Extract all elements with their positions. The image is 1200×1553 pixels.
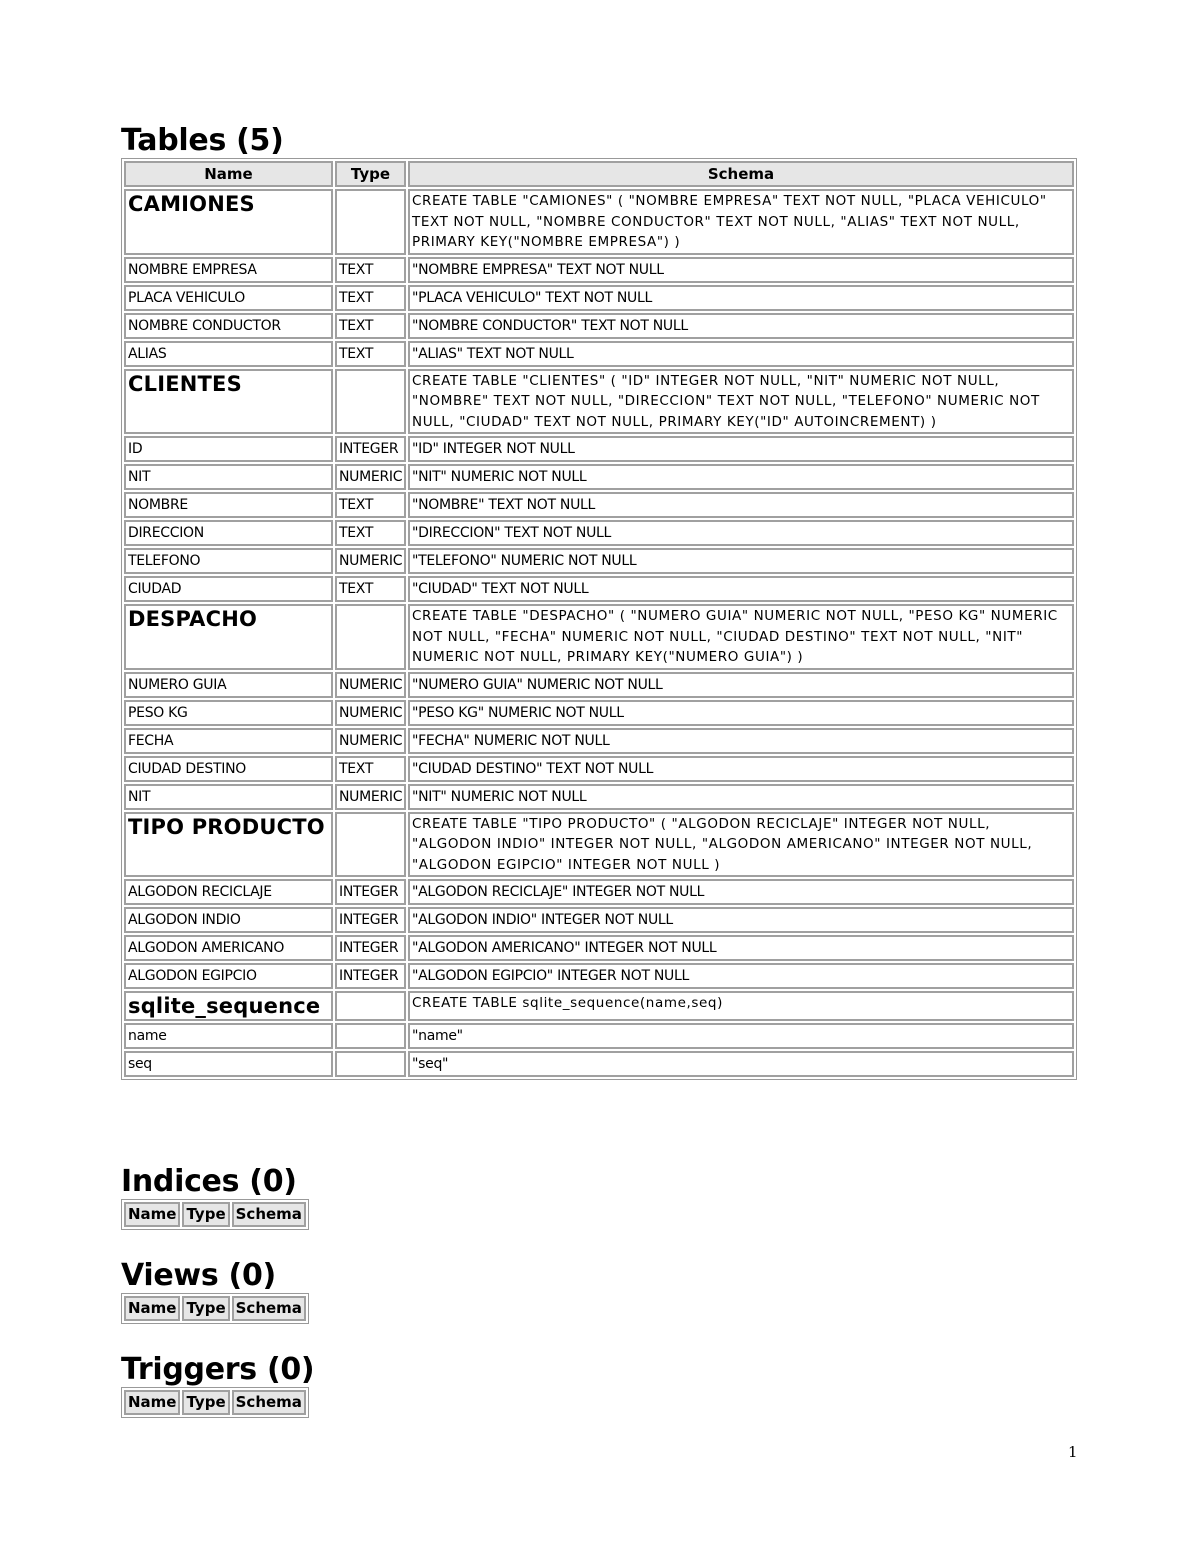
column-type: TEXT xyxy=(335,756,406,782)
table-name: TIPO PRODUCTO xyxy=(124,812,333,878)
table-type-cell xyxy=(335,812,406,878)
column-schema: "FECHA" NUMERIC NOT NULL xyxy=(408,728,1074,754)
column-row xyxy=(124,492,1074,518)
column-name: PLACA VEHICULO xyxy=(124,285,333,311)
column-name: DIRECCION xyxy=(124,520,333,546)
views-header-schema: Schema xyxy=(232,1296,306,1321)
triggers-header-name: Name xyxy=(124,1390,180,1415)
column-type: TEXT xyxy=(335,285,406,311)
table-row xyxy=(124,604,1074,670)
table-row xyxy=(124,189,1074,255)
indices-header-type: Type xyxy=(182,1202,229,1227)
column-row xyxy=(124,464,1074,490)
column-schema: "PLACA VEHICULO" TEXT NOT NULL xyxy=(408,285,1074,311)
indices-header-row xyxy=(124,1202,306,1227)
column-type: INTEGER xyxy=(335,879,406,905)
column-name: NIT xyxy=(124,464,333,490)
views-header-row xyxy=(124,1296,306,1321)
column-name: ALGODON AMERICANO xyxy=(124,935,333,961)
column-schema: "NOMBRE CONDUCTOR" TEXT NOT NULL xyxy=(408,313,1074,339)
triggers-header-row xyxy=(124,1390,306,1415)
indices-table xyxy=(121,1199,309,1230)
column-name: ALGODON RECICLAJE xyxy=(124,879,333,905)
column-schema: "TELEFONO" NUMERIC NOT NULL xyxy=(408,548,1074,574)
column-name: ID xyxy=(124,436,333,462)
triggers-table xyxy=(121,1387,309,1418)
table-schema: CREATE TABLE sqlite_sequence(name,seq) xyxy=(408,991,1074,1021)
column-row xyxy=(124,285,1074,311)
indices-heading: Indices (0) xyxy=(121,1164,297,1199)
column-schema: "NOMBRE EMPRESA" TEXT NOT NULL xyxy=(408,257,1074,283)
table-name: DESPACHO xyxy=(124,604,333,670)
column-name: ALGODON EGIPCIO xyxy=(124,963,333,989)
column-name: ALIAS xyxy=(124,341,333,367)
column-name: NIT xyxy=(124,784,333,810)
column-type: NUMERIC xyxy=(335,728,406,754)
column-row xyxy=(124,672,1074,698)
table-type-cell xyxy=(335,991,406,1021)
column-type: NUMERIC xyxy=(335,672,406,698)
column-schema: "ID" INTEGER NOT NULL xyxy=(408,436,1074,462)
tables-table xyxy=(121,158,1077,1080)
column-schema: "DIRECCION" TEXT NOT NULL xyxy=(408,520,1074,546)
column-name: name xyxy=(124,1023,333,1049)
header-type: Type xyxy=(335,161,406,187)
table-row xyxy=(124,812,1074,878)
column-schema: "name" xyxy=(408,1023,1074,1049)
column-type: TEXT xyxy=(335,492,406,518)
column-name: FECHA xyxy=(124,728,333,754)
column-row xyxy=(124,436,1074,462)
table-name: sqlite_sequence xyxy=(124,991,333,1021)
column-type: NUMERIC xyxy=(335,784,406,810)
views-header-name: Name xyxy=(124,1296,180,1321)
table-type-cell xyxy=(335,604,406,670)
column-schema: "ALGODON AMERICANO" INTEGER NOT NULL xyxy=(408,935,1074,961)
column-schema: "NIT" NUMERIC NOT NULL xyxy=(408,464,1074,490)
indices-header-schema: Schema xyxy=(232,1202,306,1227)
column-name: seq xyxy=(124,1051,333,1077)
column-name: CIUDAD DESTINO xyxy=(124,756,333,782)
table-name: CAMIONES xyxy=(124,189,333,255)
table-row xyxy=(124,369,1074,435)
column-name: TELEFONO xyxy=(124,548,333,574)
column-type xyxy=(335,1023,406,1049)
views-header-type: Type xyxy=(182,1296,229,1321)
page-number: 1 xyxy=(1068,1443,1078,1461)
column-type: INTEGER xyxy=(335,963,406,989)
table-schema: CREATE TABLE "TIPO PRODUCTO" ( "ALGODON RECICLAJE" INTEGER NOT NULL, "ALGODON INDIO" INTEGER NOT NULL, "ALGODON AMERICANO" INTEGER NOT NULL, "ALGODON EGIPCIO" INTEGER NOT NULL ) xyxy=(408,812,1074,878)
column-schema: "seq" xyxy=(408,1051,1074,1077)
column-name: CIUDAD xyxy=(124,576,333,602)
column-schema: "ALGODON RECICLAJE" INTEGER NOT NULL xyxy=(408,879,1074,905)
column-type: INTEGER xyxy=(335,935,406,961)
column-schema: "CIUDAD DESTINO" TEXT NOT NULL xyxy=(408,756,1074,782)
column-name: PESO KG xyxy=(124,700,333,726)
table-schema: CREATE TABLE "CAMIONES" ( "NOMBRE EMPRESA" TEXT NOT NULL, "PLACA VEHICULO" TEXT NOT NULL, "NOMBRE CONDUCTOR" TEXT NOT NULL, "ALIAS" TEXT NOT NULL, PRIMARY KEY("NOMBRE EMPRESA") ) xyxy=(408,189,1074,255)
column-row xyxy=(124,935,1074,961)
column-schema: "NIT" NUMERIC NOT NULL xyxy=(408,784,1074,810)
table-schema: CREATE TABLE "CLIENTES" ( "ID" INTEGER NOT NULL, "NIT" NUMERIC NOT NULL, "NOMBRE" TEXT NOT NULL, "DIRECCION" TEXT NOT NULL, "TELEFONO" NUMERIC NOT NULL, "CIUDAD" TEXT NOT NULL, PRIMARY KEY("ID" AUTOINCREMENT) ) xyxy=(408,369,1074,435)
column-schema: "ALGODON INDIO" INTEGER NOT NULL xyxy=(408,907,1074,933)
column-type: TEXT xyxy=(335,257,406,283)
column-type: NUMERIC xyxy=(335,700,406,726)
column-schema: "ALGODON EGIPCIO" INTEGER NOT NULL xyxy=(408,963,1074,989)
column-row xyxy=(124,879,1074,905)
column-row xyxy=(124,700,1074,726)
column-name: NOMBRE xyxy=(124,492,333,518)
column-name: ALGODON INDIO xyxy=(124,907,333,933)
column-type: NUMERIC xyxy=(335,464,406,490)
triggers-heading: Triggers (0) xyxy=(121,1352,315,1387)
table-type-cell xyxy=(335,189,406,255)
column-row xyxy=(124,520,1074,546)
header-schema: Schema xyxy=(408,161,1074,187)
table-schema: CREATE TABLE "DESPACHO" ( "NUMERO GUIA" NUMERIC NOT NULL, "PESO KG" NUMERIC NOT NULL, "FECHA" NUMERIC NOT NULL, "CIUDAD DESTINO" TEXT NOT NULL, "NIT" NUMERIC NOT NULL, PRIMARY KEY("NUMERO GUIA") ) xyxy=(408,604,1074,670)
column-type: INTEGER xyxy=(335,907,406,933)
column-type: TEXT xyxy=(335,576,406,602)
column-type: TEXT xyxy=(335,520,406,546)
tables-header-row xyxy=(124,161,1074,187)
column-type: INTEGER xyxy=(335,436,406,462)
column-schema: "NOMBRE" TEXT NOT NULL xyxy=(408,492,1074,518)
column-type xyxy=(335,1051,406,1077)
column-schema: "CIUDAD" TEXT NOT NULL xyxy=(408,576,1074,602)
column-row xyxy=(124,1023,1074,1049)
column-row xyxy=(124,907,1074,933)
table-row xyxy=(124,991,1074,1021)
header-name: Name xyxy=(124,161,333,187)
column-row xyxy=(124,756,1074,782)
column-row xyxy=(124,257,1074,283)
triggers-header-schema: Schema xyxy=(232,1390,306,1415)
views-table xyxy=(121,1293,309,1324)
column-schema: "NUMERO GUIA" NUMERIC NOT NULL xyxy=(408,672,1074,698)
column-row xyxy=(124,548,1074,574)
column-row xyxy=(124,576,1074,602)
table-type-cell xyxy=(335,369,406,435)
table-name: CLIENTES xyxy=(124,369,333,435)
column-name: NOMBRE EMPRESA xyxy=(124,257,333,283)
column-row xyxy=(124,963,1074,989)
column-row xyxy=(124,1051,1074,1077)
column-row xyxy=(124,728,1074,754)
column-schema: "ALIAS" TEXT NOT NULL xyxy=(408,341,1074,367)
indices-header-name: Name xyxy=(124,1202,180,1227)
column-row xyxy=(124,784,1074,810)
triggers-header-type: Type xyxy=(182,1390,229,1415)
views-heading: Views (0) xyxy=(121,1258,276,1293)
column-schema: "PESO KG" NUMERIC NOT NULL xyxy=(408,700,1074,726)
column-row xyxy=(124,313,1074,339)
column-type: TEXT xyxy=(335,313,406,339)
column-type: TEXT xyxy=(335,341,406,367)
column-name: NOMBRE CONDUCTOR xyxy=(124,313,333,339)
tables-heading: Tables (5) xyxy=(121,123,284,158)
column-type: NUMERIC xyxy=(335,548,406,574)
column-name: NUMERO GUIA xyxy=(124,672,333,698)
column-row xyxy=(124,341,1074,367)
